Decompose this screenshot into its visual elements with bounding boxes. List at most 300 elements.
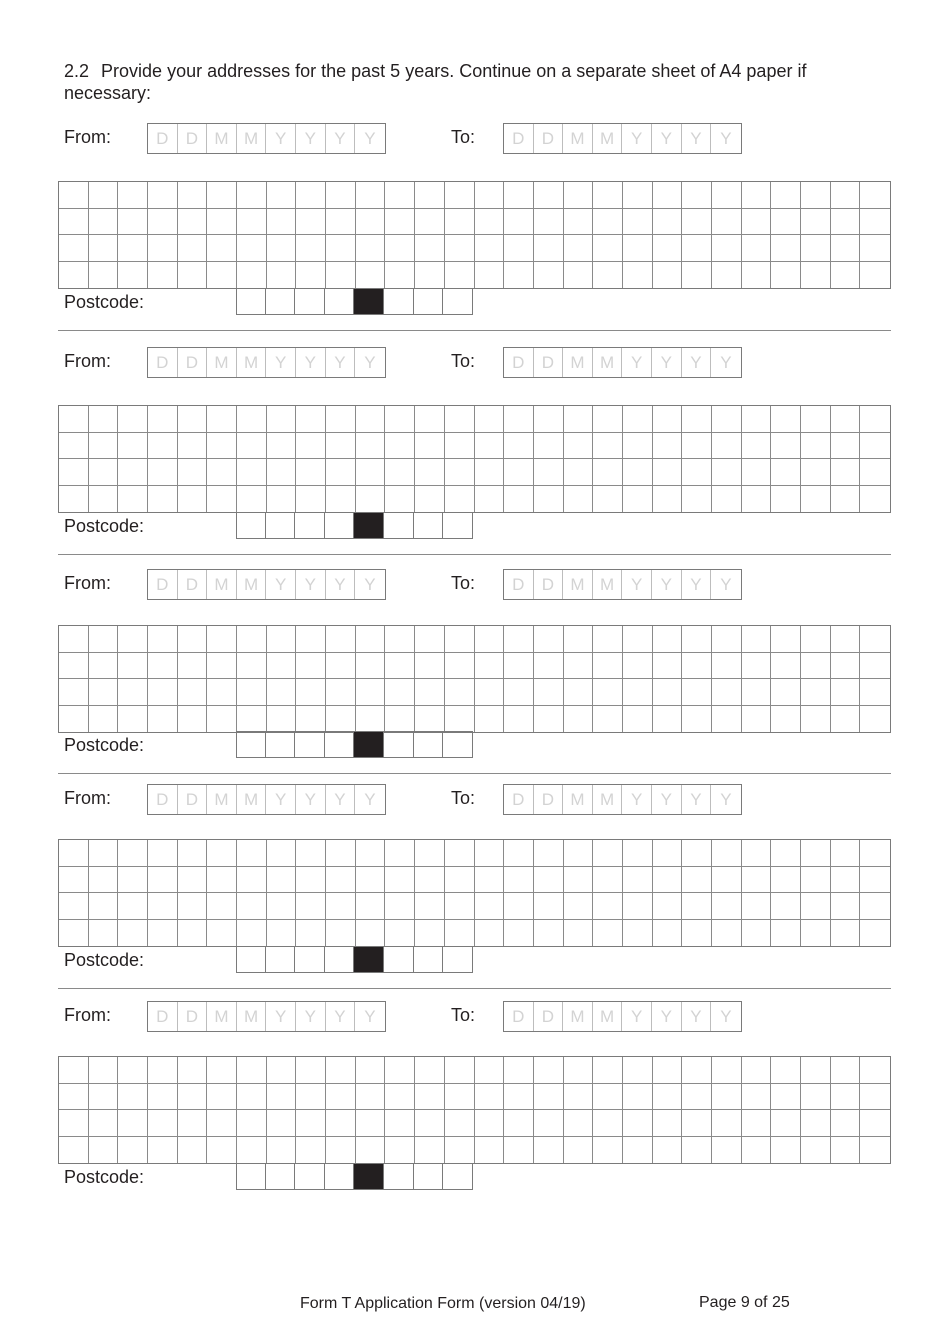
address-grid[interactable] [58,839,891,947]
address-cell[interactable] [860,235,890,262]
address-cell[interactable] [356,867,386,894]
address-cell[interactable] [415,679,445,706]
address-cell[interactable] [742,706,772,733]
from-date-cell[interactable]: M [207,785,237,814]
postcode-cell[interactable] [236,288,266,315]
address-cell[interactable] [237,459,267,486]
address-cell[interactable] [831,406,861,433]
address-cell[interactable] [623,1110,653,1137]
address-cell[interactable] [89,1057,119,1084]
address-cell[interactable] [237,626,267,653]
address-cell[interactable] [148,182,178,209]
from-date-cell[interactable]: Y [364,574,376,594]
postcode-input[interactable] [236,731,473,758]
address-cell[interactable] [415,653,445,680]
address-cell[interactable] [801,209,831,236]
address-cell[interactable] [118,406,148,433]
address-cell[interactable] [385,867,415,894]
address-cell[interactable] [296,262,326,289]
address-cell[interactable] [593,209,623,236]
postcode-cell[interactable] [414,946,444,973]
address-cell[interactable] [207,209,237,236]
from-date-input[interactable] [147,347,386,378]
from-date-cell[interactable]: D [178,570,208,599]
address-cell[interactable] [712,262,742,289]
address-cell[interactable] [178,893,208,920]
address-cell[interactable] [712,1084,742,1111]
to-date-cell[interactable]: D [504,570,534,599]
from-date-cell[interactable]: Y [326,124,356,153]
address-cell[interactable] [326,920,356,947]
postcode-cell[interactable] [443,731,473,758]
address-cell[interactable] [148,459,178,486]
address-cell[interactable] [534,235,564,262]
address-cell[interactable] [148,706,178,733]
address-cell[interactable] [564,706,594,733]
address-cell[interactable] [682,1057,712,1084]
postcode-cell[interactable] [236,1163,266,1190]
from-date-cell[interactable]: Y [326,1002,356,1031]
address-cell[interactable] [356,459,386,486]
address-cell[interactable] [207,679,237,706]
from-date-cell[interactable]: Y [326,785,356,814]
address-cell[interactable] [475,262,505,289]
address-cell[interactable] [653,1057,683,1084]
address-cell[interactable] [237,706,267,733]
address-cell[interactable] [148,679,178,706]
address-cell[interactable] [445,1110,475,1137]
postcode-cell[interactable] [295,1163,325,1190]
to-date-cell[interactable]: D [534,1002,564,1031]
address-cell[interactable] [445,867,475,894]
to-date-cell[interactable]: M [563,785,593,814]
address-cell[interactable] [415,706,445,733]
address-cell[interactable] [771,486,801,513]
address-cell[interactable] [445,486,475,513]
from-date-cell[interactable]: Y [326,570,356,599]
postcode-cell[interactable] [325,512,355,539]
address-cell[interactable] [356,653,386,680]
address-cell[interactable] [296,486,326,513]
address-cell[interactable] [237,653,267,680]
from-date-cell[interactable]: Y [266,1002,296,1031]
address-cell[interactable] [504,840,534,867]
to-date-cell[interactable]: Y [622,570,652,599]
address-cell[interactable] [504,1084,534,1111]
address-cell[interactable] [59,1110,89,1137]
postcode-cell[interactable] [295,946,325,973]
address-cell[interactable] [415,867,445,894]
address-cell[interactable] [860,893,890,920]
from-date-input[interactable] [147,1001,386,1032]
address-cell[interactable] [59,840,89,867]
address-cell[interactable] [742,406,772,433]
address-cell[interactable] [267,459,297,486]
to-date-cell[interactable]: M [563,1002,593,1031]
address-cell[interactable] [59,626,89,653]
address-cell[interactable] [653,1110,683,1137]
postcode-cell[interactable] [236,512,266,539]
address-cell[interactable] [356,1057,386,1084]
address-cell[interactable] [445,679,475,706]
address-cell[interactable] [653,406,683,433]
address-cell[interactable] [623,1137,653,1164]
address-cell[interactable] [148,1110,178,1137]
address-cell[interactable] [89,1084,119,1111]
to-date-cell[interactable]: Y [622,1002,652,1031]
address-cell[interactable] [682,433,712,460]
address-cell[interactable] [801,235,831,262]
to-date-cell[interactable]: Y [622,348,652,377]
address-cell[interactable] [504,867,534,894]
address-cell[interactable] [593,459,623,486]
address-cell[interactable] [385,406,415,433]
address-cell[interactable] [801,459,831,486]
address-cell[interactable] [475,893,505,920]
address-cell[interactable] [148,1084,178,1111]
address-cell[interactable] [445,182,475,209]
address-cell[interactable] [326,706,356,733]
address-cell[interactable] [385,1084,415,1111]
address-cell[interactable] [326,1137,356,1164]
address-cell[interactable] [623,182,653,209]
postcode-input[interactable] [236,288,473,315]
address-cell[interactable] [415,486,445,513]
address-cell[interactable] [267,235,297,262]
address-cell[interactable] [653,1084,683,1111]
address-cell[interactable] [504,406,534,433]
from-date-cell[interactable]: Y [364,1006,376,1026]
address-cell[interactable] [445,920,475,947]
address-cell[interactable] [445,433,475,460]
address-cell[interactable] [801,1110,831,1137]
address-cell[interactable] [534,262,564,289]
address-cell[interactable] [475,840,505,867]
address-cell[interactable] [356,1110,386,1137]
address-cell[interactable] [593,235,623,262]
address-cell[interactable] [712,459,742,486]
address-cell[interactable] [534,653,564,680]
postcode-cell[interactable] [295,288,325,315]
address-cell[interactable] [445,706,475,733]
address-cell[interactable] [296,893,326,920]
address-cell[interactable] [475,1137,505,1164]
address-cell[interactable] [564,1110,594,1137]
address-cell[interactable] [682,486,712,513]
to-date-input[interactable] [503,347,742,378]
address-cell[interactable] [623,653,653,680]
address-cell[interactable] [653,626,683,653]
address-cell[interactable] [593,653,623,680]
address-cell[interactable] [653,893,683,920]
address-cell[interactable] [564,235,594,262]
to-date-cell[interactable]: M [593,348,623,377]
address-cell[interactable] [801,1057,831,1084]
address-cell[interactable] [504,182,534,209]
address-cell[interactable] [564,893,594,920]
to-date-cell[interactable]: Y [622,124,652,153]
to-date-cell[interactable]: M [563,124,593,153]
address-cell[interactable] [178,1110,208,1137]
address-cell[interactable] [712,1057,742,1084]
address-cell[interactable] [207,1057,237,1084]
address-cell[interactable] [860,653,890,680]
address-cell[interactable] [564,406,594,433]
address-cell[interactable] [653,209,683,236]
address-cell[interactable] [534,182,564,209]
address-cell[interactable] [326,433,356,460]
address-cell[interactable] [534,920,564,947]
address-cell[interactable] [267,1110,297,1137]
address-cell[interactable] [356,893,386,920]
address-cell[interactable] [504,1137,534,1164]
address-cell[interactable] [682,840,712,867]
address-cell[interactable] [682,1137,712,1164]
address-grid[interactable] [58,405,891,513]
address-cell[interactable] [475,182,505,209]
address-cell[interactable] [682,626,712,653]
address-cell[interactable] [742,679,772,706]
postcode-cell[interactable] [384,1163,414,1190]
address-cell[interactable] [356,679,386,706]
address-cell[interactable] [326,182,356,209]
address-cell[interactable] [534,706,564,733]
address-cell[interactable] [267,706,297,733]
address-cell[interactable] [504,459,534,486]
address-cell[interactable] [593,262,623,289]
address-cell[interactable] [712,406,742,433]
to-date-cell[interactable]: Y [720,128,732,148]
address-cell[interactable] [385,433,415,460]
address-cell[interactable] [771,1137,801,1164]
address-cell[interactable] [771,1110,801,1137]
address-cell[interactable] [207,653,237,680]
address-cell[interactable] [564,1057,594,1084]
address-cell[interactable] [237,433,267,460]
address-cell[interactable] [178,653,208,680]
address-cell[interactable] [564,840,594,867]
address-cell[interactable] [771,679,801,706]
address-cell[interactable] [593,706,623,733]
address-cell[interactable] [178,433,208,460]
address-cell[interactable] [178,679,208,706]
address-cell[interactable] [415,433,445,460]
address-cell[interactable] [534,867,564,894]
address-cell[interactable] [59,1084,89,1111]
address-cell[interactable] [89,706,119,733]
address-cell[interactable] [860,182,890,209]
address-cell[interactable] [653,262,683,289]
address-cell[interactable] [89,679,119,706]
address-cell[interactable] [682,893,712,920]
address-cell[interactable] [118,182,148,209]
from-date-cell[interactable]: Y [296,785,326,814]
address-cell[interactable] [712,433,742,460]
address-cell[interactable] [534,840,564,867]
address-cell[interactable] [296,433,326,460]
address-cell[interactable] [771,406,801,433]
address-cell[interactable] [534,1110,564,1137]
address-cell[interactable] [385,486,415,513]
address-cell[interactable] [89,262,119,289]
address-cell[interactable] [712,486,742,513]
address-cell[interactable] [771,459,801,486]
address-cell[interactable] [742,459,772,486]
address-cell[interactable] [148,486,178,513]
address-cell[interactable] [593,1137,623,1164]
address-cell[interactable] [771,262,801,289]
address-cell[interactable] [504,653,534,680]
address-cell[interactable] [326,840,356,867]
address-cell[interactable] [178,182,208,209]
address-cell[interactable] [296,840,326,867]
address-cell[interactable] [118,653,148,680]
address-cell[interactable] [237,840,267,867]
address-cell[interactable] [534,459,564,486]
address-cell[interactable] [623,706,653,733]
address-cell[interactable] [385,920,415,947]
address-cell[interactable] [653,182,683,209]
address-cell[interactable] [801,486,831,513]
to-date-cell[interactable]: D [504,348,534,377]
address-cell[interactable] [237,679,267,706]
address-cell[interactable] [564,459,594,486]
address-cell[interactable] [593,840,623,867]
address-cell[interactable] [296,626,326,653]
address-cell[interactable] [860,433,890,460]
address-cell[interactable] [504,626,534,653]
address-cell[interactable] [207,1084,237,1111]
to-date-cell[interactable]: D [534,570,564,599]
address-cell[interactable] [771,1057,801,1084]
address-cell[interactable] [742,433,772,460]
address-cell[interactable] [771,653,801,680]
address-cell[interactable] [118,706,148,733]
address-cell[interactable] [771,235,801,262]
from-date-cell[interactable]: M [237,124,267,153]
address-cell[interactable] [415,1137,445,1164]
address-cell[interactable] [267,653,297,680]
address-cell[interactable] [445,459,475,486]
address-cell[interactable] [801,920,831,947]
postcode-cell[interactable] [266,288,296,315]
address-cell[interactable] [771,626,801,653]
address-cell[interactable] [564,1137,594,1164]
address-cell[interactable] [326,653,356,680]
address-cell[interactable] [534,209,564,236]
address-cell[interactable] [356,706,386,733]
address-cell[interactable] [860,1137,890,1164]
postcode-input[interactable] [236,512,473,539]
address-cell[interactable] [415,406,445,433]
address-cell[interactable] [564,920,594,947]
to-date-cell[interactable]: M [563,570,593,599]
to-date-cell[interactable]: M [593,1002,623,1031]
address-cell[interactable] [207,433,237,460]
address-cell[interactable] [356,262,386,289]
address-cell[interactable] [89,920,119,947]
address-cell[interactable] [89,433,119,460]
address-cell[interactable] [385,626,415,653]
address-cell[interactable] [237,1057,267,1084]
address-cell[interactable] [860,486,890,513]
address-cell[interactable] [475,1084,505,1111]
address-cell[interactable] [682,262,712,289]
address-cell[interactable] [623,1057,653,1084]
address-cell[interactable] [712,840,742,867]
address-cell[interactable] [59,235,89,262]
address-cell[interactable] [326,893,356,920]
address-cell[interactable] [356,235,386,262]
from-date-cell[interactable]: Y [364,352,376,372]
from-date-cell[interactable]: M [237,570,267,599]
from-date-input[interactable] [147,123,386,154]
address-cell[interactable] [207,486,237,513]
address-cell[interactable] [118,840,148,867]
address-cell[interactable] [178,1084,208,1111]
address-cell[interactable] [148,867,178,894]
to-date-cell[interactable]: Y [720,1006,732,1026]
address-cell[interactable] [860,706,890,733]
address-cell[interactable] [623,459,653,486]
address-cell[interactable] [504,1110,534,1137]
address-cell[interactable] [712,209,742,236]
postcode-cell[interactable] [443,946,473,973]
address-cell[interactable] [475,235,505,262]
address-cell[interactable] [178,262,208,289]
address-cell[interactable] [59,1057,89,1084]
address-cell[interactable] [623,1084,653,1111]
address-cell[interactable] [653,235,683,262]
address-cell[interactable] [59,706,89,733]
address-cell[interactable] [415,893,445,920]
address-cell[interactable] [801,867,831,894]
address-cell[interactable] [237,1110,267,1137]
address-cell[interactable] [178,486,208,513]
address-cell[interactable] [237,406,267,433]
address-cell[interactable] [118,262,148,289]
address-cell[interactable] [623,920,653,947]
address-cell[interactable] [475,653,505,680]
address-cell[interactable] [296,406,326,433]
postcode-cell[interactable] [443,1163,473,1190]
address-cell[interactable] [623,486,653,513]
from-date-cell[interactable]: D [148,1002,178,1031]
address-cell[interactable] [682,209,712,236]
address-cell[interactable] [860,459,890,486]
address-cell[interactable] [771,182,801,209]
address-cell[interactable] [118,1057,148,1084]
address-cell[interactable] [445,235,475,262]
address-cell[interactable] [475,1110,505,1137]
address-cell[interactable] [445,626,475,653]
address-cell[interactable] [860,262,890,289]
address-cell[interactable] [831,262,861,289]
address-cell[interactable] [118,679,148,706]
address-cell[interactable] [385,706,415,733]
address-grid[interactable] [58,1056,891,1164]
from-date-cell[interactable]: Y [296,570,326,599]
address-cell[interactable] [59,679,89,706]
to-date-cell[interactable]: Y [682,785,712,814]
to-date-cell[interactable]: Y [652,785,682,814]
address-cell[interactable] [237,867,267,894]
address-cell[interactable] [89,893,119,920]
address-cell[interactable] [593,920,623,947]
address-cell[interactable] [89,840,119,867]
address-cell[interactable] [118,626,148,653]
address-cell[interactable] [801,706,831,733]
